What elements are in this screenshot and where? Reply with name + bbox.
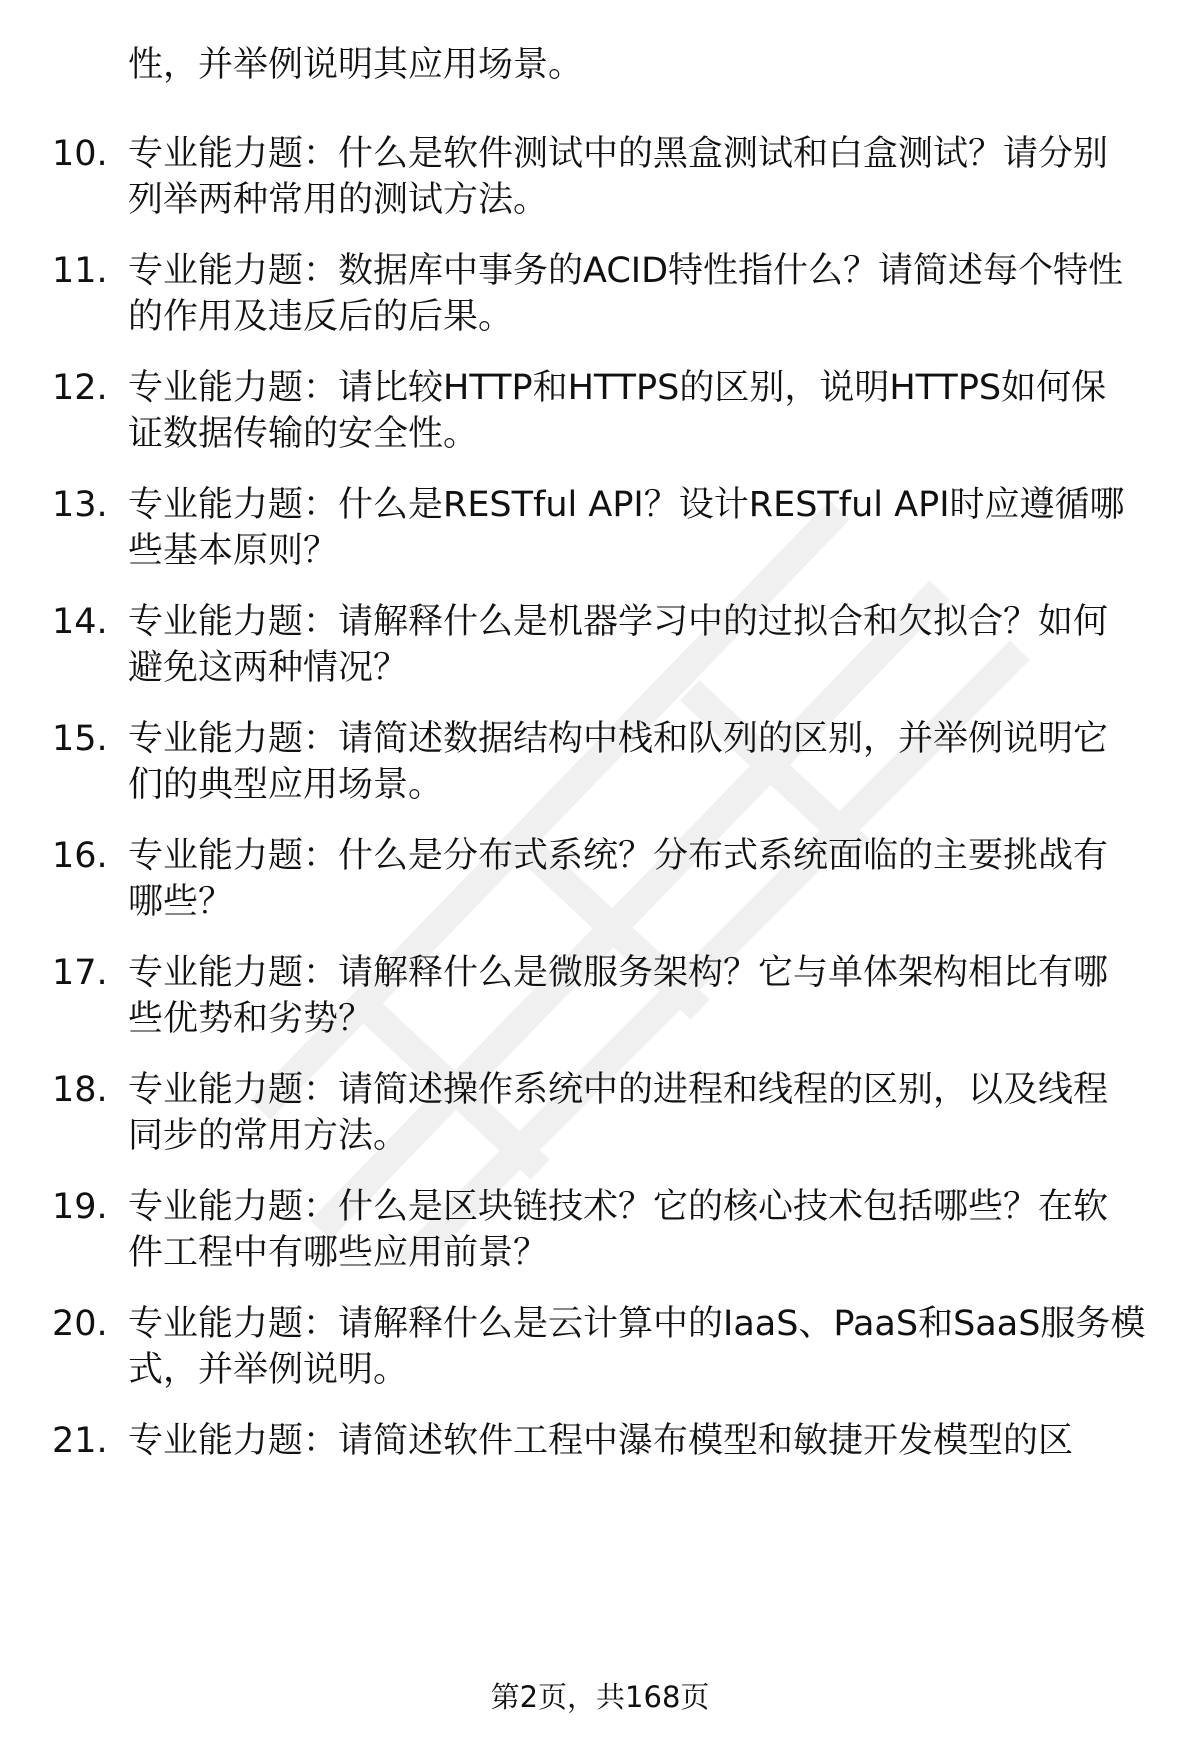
- question-number: 11.: [52, 251, 108, 291]
- question-number: 15.: [52, 719, 108, 759]
- question-text: [128, 1184, 1153, 1276]
- question-line: 专业能力题：数据库中事务的ACID特性指什么？请简述每个特性: [128, 251, 1124, 291]
- continuation-line: 性，并举例说明其应用场景。: [128, 45, 584, 85]
- question-line: 专业能力题：什么是软件测试中的黑盒测试和白盒测试？请分别: [128, 134, 1109, 174]
- question-number: 12.: [52, 368, 108, 408]
- question-line: 些基本原则？: [128, 531, 339, 571]
- question-text: [128, 950, 1153, 1042]
- question-line: 件工程中有哪些应用前景？: [128, 1233, 549, 1273]
- question-text: [128, 1301, 1153, 1393]
- question-text: [128, 482, 1153, 574]
- page-number-footer: 第2页，共168页: [490, 1680, 710, 1714]
- question-number: 17.: [52, 953, 108, 993]
- question-text: [128, 1067, 1153, 1159]
- question-line: 专业能力题：请比较HTTP和HTTPS的区别，说明HTTPS如何保: [128, 368, 1107, 408]
- question-line: 专业能力题：什么是区块链技术？它的核心技术包括哪些？在软: [128, 1187, 1109, 1227]
- question-line: 哪些？: [128, 882, 234, 922]
- question-line: 专业能力题：请简述软件工程中瀑布模型和敏捷开发模型的区: [128, 1421, 1074, 1461]
- question-number: 20.: [52, 1304, 108, 1344]
- question-line: 专业能力题：请解释什么是云计算中的IaaS、PaaS和SaaS服务模: [128, 1304, 1146, 1344]
- question-number: 14.: [52, 602, 108, 642]
- question-line: 专业能力题：请解释什么是微服务架构？它与单体架构相比有哪: [128, 953, 1109, 993]
- question-text: [128, 131, 1153, 223]
- question-line: 些优势和劣势？: [128, 999, 374, 1039]
- question-line: 同步的常用方法。: [128, 1116, 409, 1156]
- question-number: 10.: [52, 134, 108, 174]
- question-line: 证数据传输的安全性。: [128, 414, 479, 454]
- question-line: 式，并举例说明。: [128, 1350, 409, 1390]
- question-line: 专业能力题：请简述操作系统中的进程和线程的区别，以及线程: [128, 1070, 1109, 1110]
- question-line: 专业能力题：请解释什么是机器学习中的过拟合和欠拟合？如何: [128, 602, 1109, 642]
- question-line: 避免这两种情况？: [128, 648, 409, 688]
- question-text: [128, 365, 1153, 457]
- question-number: 16.: [52, 836, 108, 876]
- question-line: 的作用及违反后的后果。: [128, 297, 514, 337]
- question-number: 18.: [52, 1070, 108, 1110]
- question-text: [128, 833, 1153, 925]
- question-number: 21.: [52, 1421, 108, 1461]
- question-text: [128, 248, 1153, 340]
- question-text: [128, 716, 1153, 808]
- question-text: [128, 599, 1153, 691]
- question-text: [128, 1418, 1153, 1464]
- question-line: 专业能力题：什么是RESTful API？设计RESTful API时应遵循哪: [128, 485, 1125, 525]
- question-number: 19.: [52, 1187, 108, 1227]
- question-line: 专业能力题：请简述数据结构中栈和队列的区别，并举例说明它: [128, 719, 1109, 759]
- question-line: 专业能力题：什么是分布式系统？分布式系统面临的主要挑战有: [128, 836, 1109, 876]
- question-line: 们的典型应用场景。: [128, 765, 444, 805]
- question-line: 列举两种常用的测试方法。: [128, 180, 549, 220]
- question-number: 13.: [52, 485, 108, 525]
